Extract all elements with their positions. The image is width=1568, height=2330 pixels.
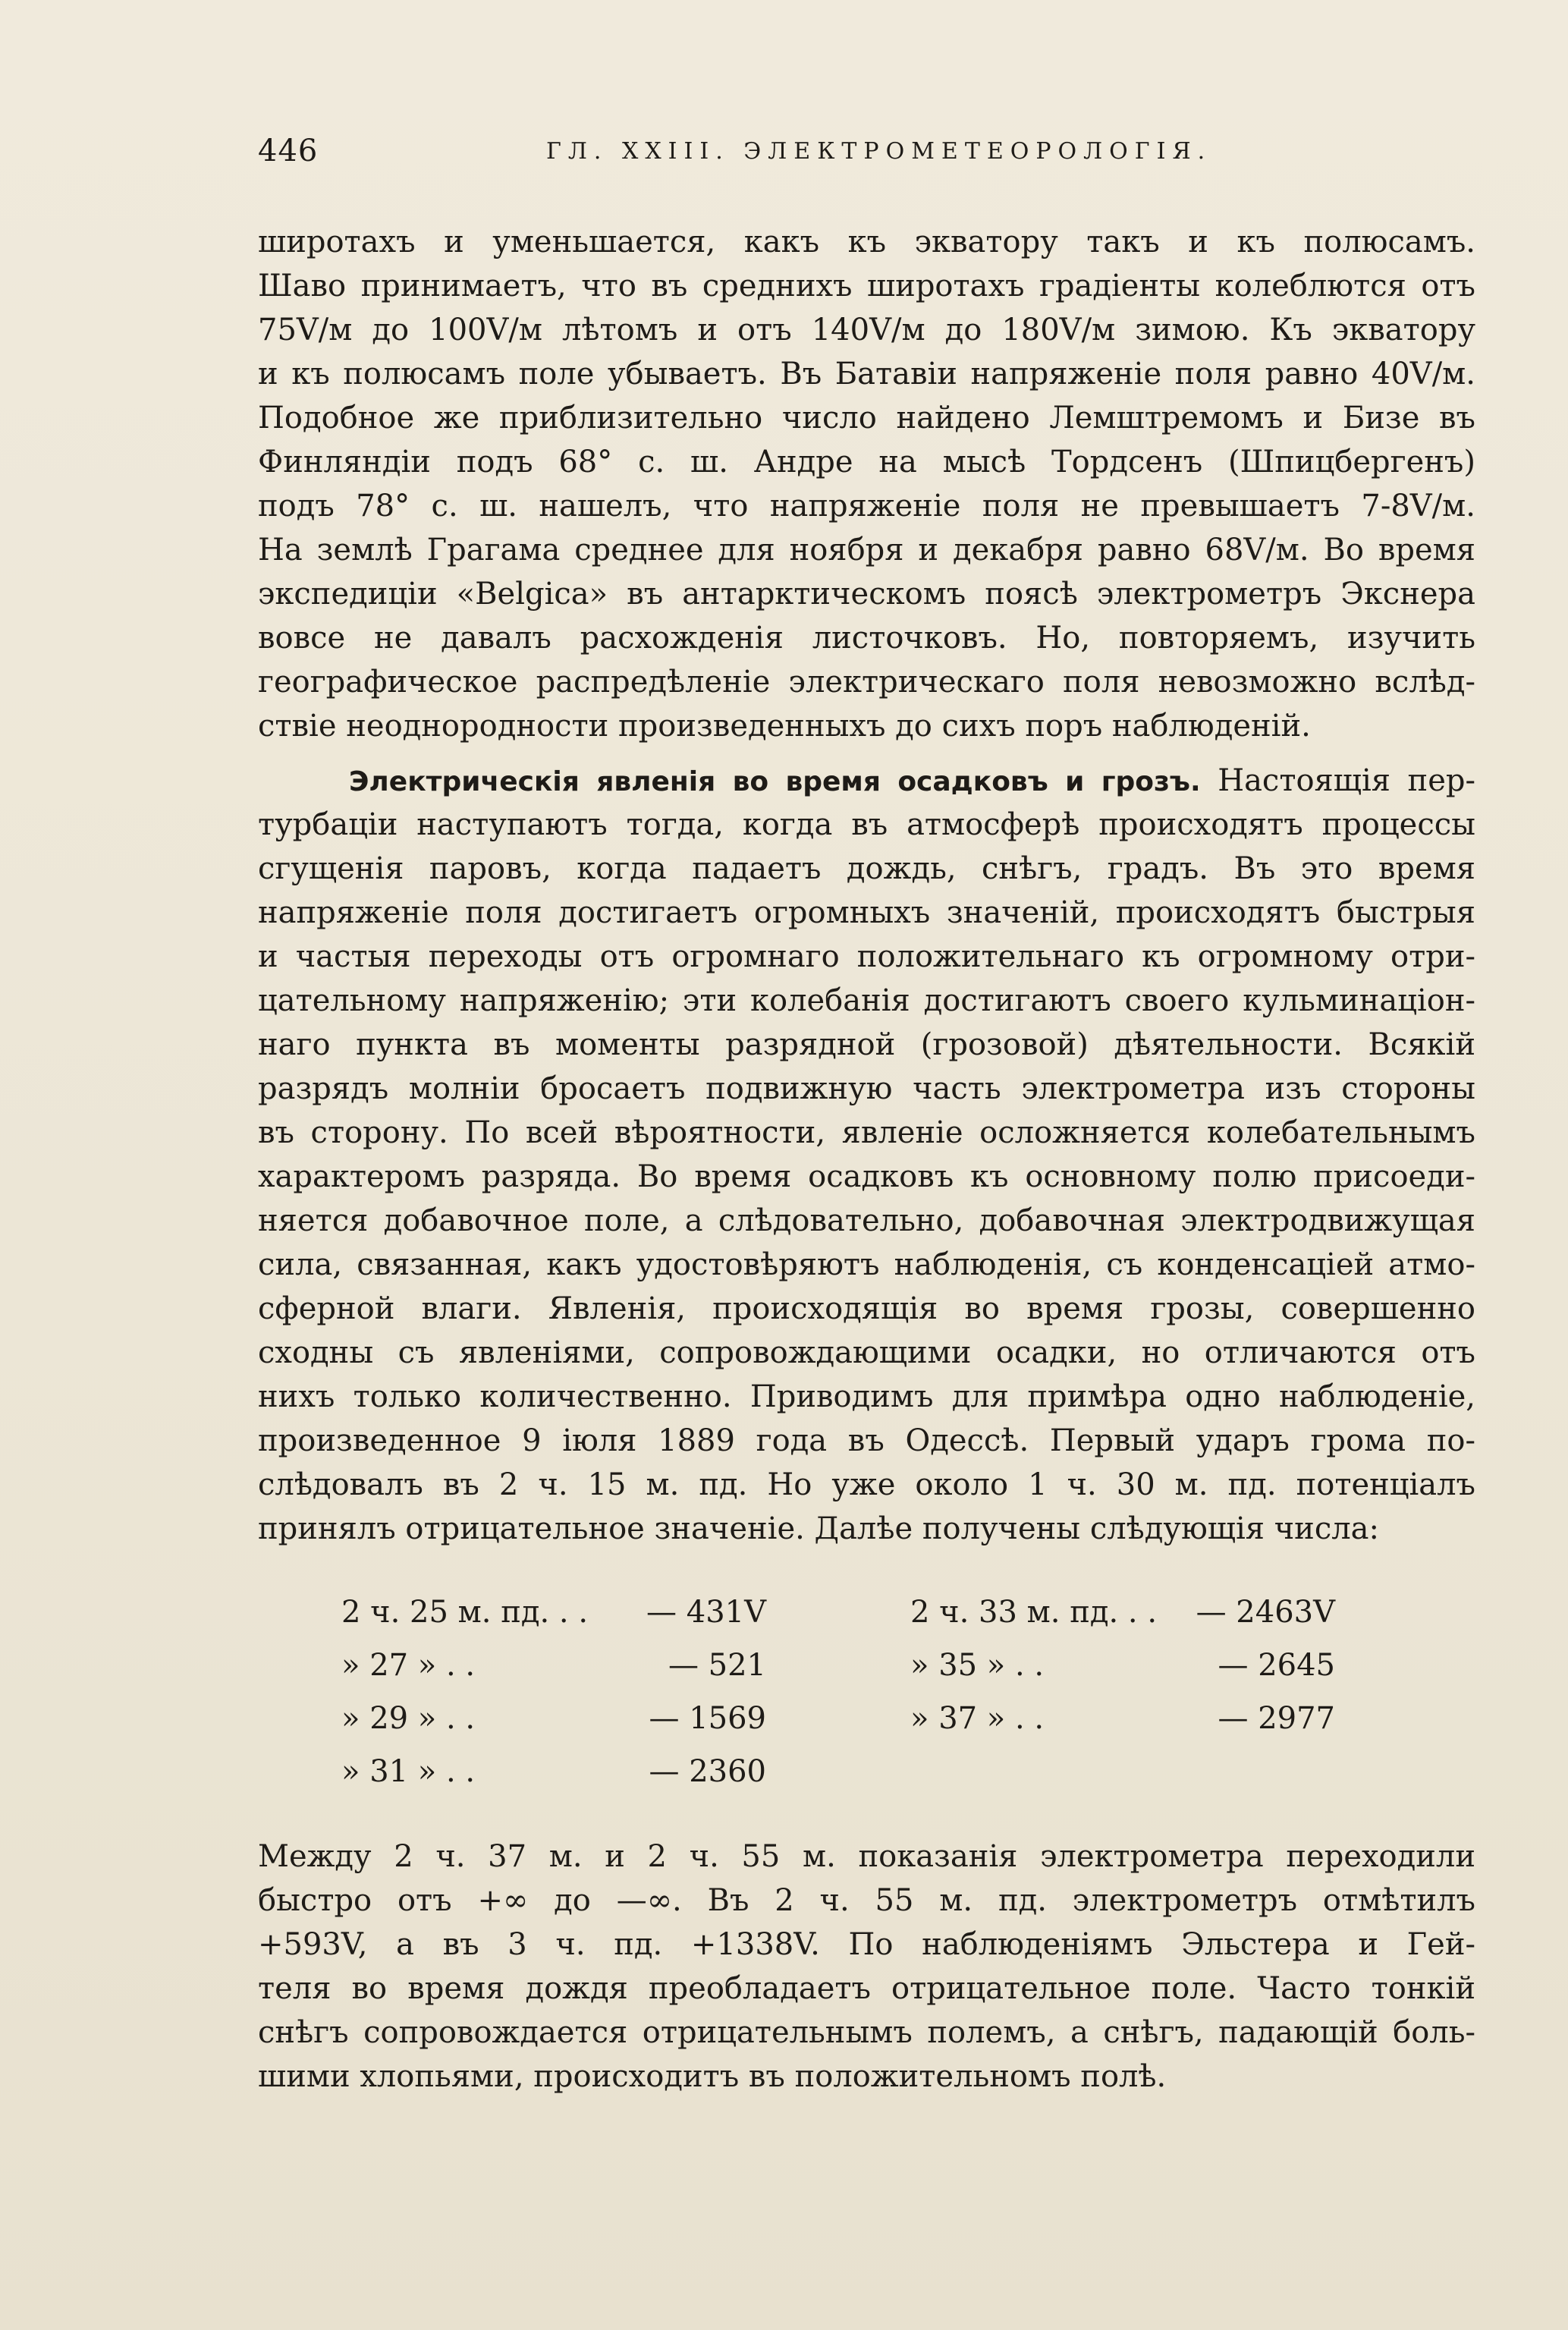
text-line: сходны съ явленіями, сопровождающими осадки, но отличаются отъ: [258, 1335, 1475, 1370]
page-number: 446: [258, 134, 319, 168]
text-line: экспедиціи «Belgica» въ антарктическомъ поясѣ электрометръ Экснера: [258, 577, 1475, 612]
text-line: принялъ отрицательное значеніе. Далѣе получены слѣдующія числа:: [258, 1511, 1379, 1546]
text-line: произведенное 9 іюля 1889 года въ Одессѣ. Первый ударъ грома по-: [258, 1423, 1475, 1458]
text-line: и частыя переходы отъ огромнаго положительнаго къ огромному отри-: [258, 939, 1475, 974]
text-line: няется добавочное поле, а слѣдовательно, добавочная электродвижущая: [258, 1203, 1475, 1238]
value-cell: — 2463V: [1196, 1595, 1335, 1630]
section-heading: Электрическія явленія во время осадковъ и грозъ.: [349, 766, 1201, 797]
value-cell: — 431V: [646, 1595, 766, 1630]
text-line: подъ 78° с. ш. нашелъ, что напряженіе поля не превышаетъ 7-8V/м.: [258, 489, 1475, 524]
value-cell: — 2977: [1218, 1701, 1335, 1736]
text-line: сферной влаги. Явленія, происходящія во время грозы, совершенно: [258, 1291, 1475, 1326]
value-cell: — 521: [668, 1648, 766, 1683]
text-line: характеромъ разряда. Во время осадковъ къ основному полю присоеди-: [258, 1159, 1475, 1194]
table-row: [910, 1586, 1403, 1639]
time-cell: » 35 » . .: [910, 1648, 1045, 1683]
time-cell: » 27 » . .: [341, 1648, 476, 1683]
text-line: +593V, а въ 3 ч. пд. +1338V. По наблюденіямъ Эльстера и Гей-: [258, 1927, 1475, 1962]
time-cell: » 31 » . .: [341, 1754, 476, 1789]
text-line: разрядъ молніи бросаетъ подвижную часть электрометра изъ стороны: [258, 1071, 1475, 1106]
paragraph-2: [258, 759, 1475, 1551]
text-line: Финляндіи подъ 68° с. ш. Андре на мысѣ Тордсенъ (Шпицбергенъ): [258, 445, 1475, 480]
text-line: въ сторону. По всей вѣроятности, явленіе осложняется колебательнымъ: [258, 1115, 1475, 1150]
time-cell: 2 ч. 25 м. пд. . .: [341, 1595, 589, 1630]
text-line: шими хлопьями, происходитъ въ положительномъ полѣ.: [258, 2059, 1167, 2094]
value-cell: — 2360: [649, 1754, 766, 1789]
paragraph-1: [258, 220, 1475, 748]
page-header: [258, 134, 1472, 171]
text-line: Подобное же приблизительно число найдено Лемштремомъ и Бизе въ: [258, 401, 1475, 435]
time-cell: » 37 » . .: [910, 1701, 1045, 1736]
text-line: слѣдовалъ въ 2 ч. 15 м. пд. Но уже около 1 ч. 30 м. пд. потенціалъ: [258, 1467, 1475, 1502]
table-row: [341, 1745, 834, 1798]
text-line: наго пункта въ моменты разрядной (грозовой) дѣятельности. Всякій: [258, 1027, 1475, 1062]
value-cell: — 2645: [1218, 1648, 1335, 1683]
time-cell: » 29 » . .: [341, 1701, 476, 1736]
text-line: ствіе неоднородности произведенныхъ до сихъ поръ наблюденій.: [258, 709, 1311, 744]
text-line: сила, связанная, какъ удостовѣряютъ наблюденія, съ конденсаціей атмо-: [258, 1247, 1475, 1282]
paragraph-3: [258, 1835, 1475, 2099]
text-line: и къ полюсамъ поле убываетъ. Въ Батавіи напряженіе поля равно 40V/м.: [258, 357, 1475, 391]
table-row: [341, 1639, 834, 1692]
text-line: быстро отъ +∞ до —∞. Въ 2 ч. 55 м. пд. электрометръ отмѣтилъ: [258, 1883, 1475, 1918]
text-line: теля во время дождя преобладаетъ отрицательное поле. Часто тонкій: [258, 1971, 1475, 2006]
section-first-line: [258, 759, 1475, 803]
measurements-column-left: [341, 1586, 834, 1798]
text-line: вовсе не давалъ расхожденія листочковъ. Но, повторяемъ, изучить: [258, 621, 1475, 656]
text-line: цательному напряженію; эти колебанія достигаютъ своего кульминаціон-: [258, 983, 1475, 1018]
text-line: На землѣ Грагама среднее для ноября и декабря равно 68V/м. Во время: [258, 533, 1475, 568]
text-line: снѣгъ сопровождается отрицательнымъ полемъ, а снѣгъ, падающій боль-: [258, 2015, 1475, 2050]
table-row: [910, 1692, 1403, 1745]
text-line: широтахъ и уменьшается, какъ къ экватору такъ и къ полюсамъ.: [258, 225, 1475, 259]
text-line: нихъ только количественно. Приводимъ для примѣра одно наблюденіе,: [258, 1379, 1475, 1414]
table-row: [341, 1692, 834, 1745]
table-row: [910, 1639, 1403, 1692]
text-line: напряженіе поля достигаетъ огромныхъ значеній, происходятъ быстрыя: [258, 895, 1475, 930]
text-line: турбаціи наступаютъ тогда, когда въ атмосферѣ происходятъ процессы: [258, 807, 1475, 842]
running-head: ГЛ. XXIII. ЭЛЕКТРОМЕТЕОРОЛОГІЯ.: [546, 138, 1212, 165]
table-row: [341, 1586, 834, 1639]
text-line: географическое распредѣленіе электрическаго поля невозможно вслѣд-: [258, 665, 1475, 700]
measurements-column-right: [910, 1586, 1403, 1745]
measurements-table: [341, 1586, 1403, 1813]
time-cell: 2 ч. 33 м. пд. . .: [910, 1595, 1158, 1630]
text-line: сгущенія паровъ, когда падаетъ дождь, снѣгъ, градъ. Въ это время: [258, 851, 1475, 886]
text-line: Между 2 ч. 37 м. и 2 ч. 55 м. показанія электрометра переходили: [258, 1839, 1475, 1874]
text-line: 75V/м до 100V/м лѣтомъ и отъ 140V/м до 180V/м зимою. Къ экватору: [258, 313, 1475, 347]
value-cell: — 1569: [649, 1701, 766, 1736]
text-fragment: Настоящія пер-: [1200, 763, 1475, 798]
text-line: Шаво принимаетъ, что въ среднихъ широтахъ градіенты колеблются отъ: [258, 269, 1475, 303]
